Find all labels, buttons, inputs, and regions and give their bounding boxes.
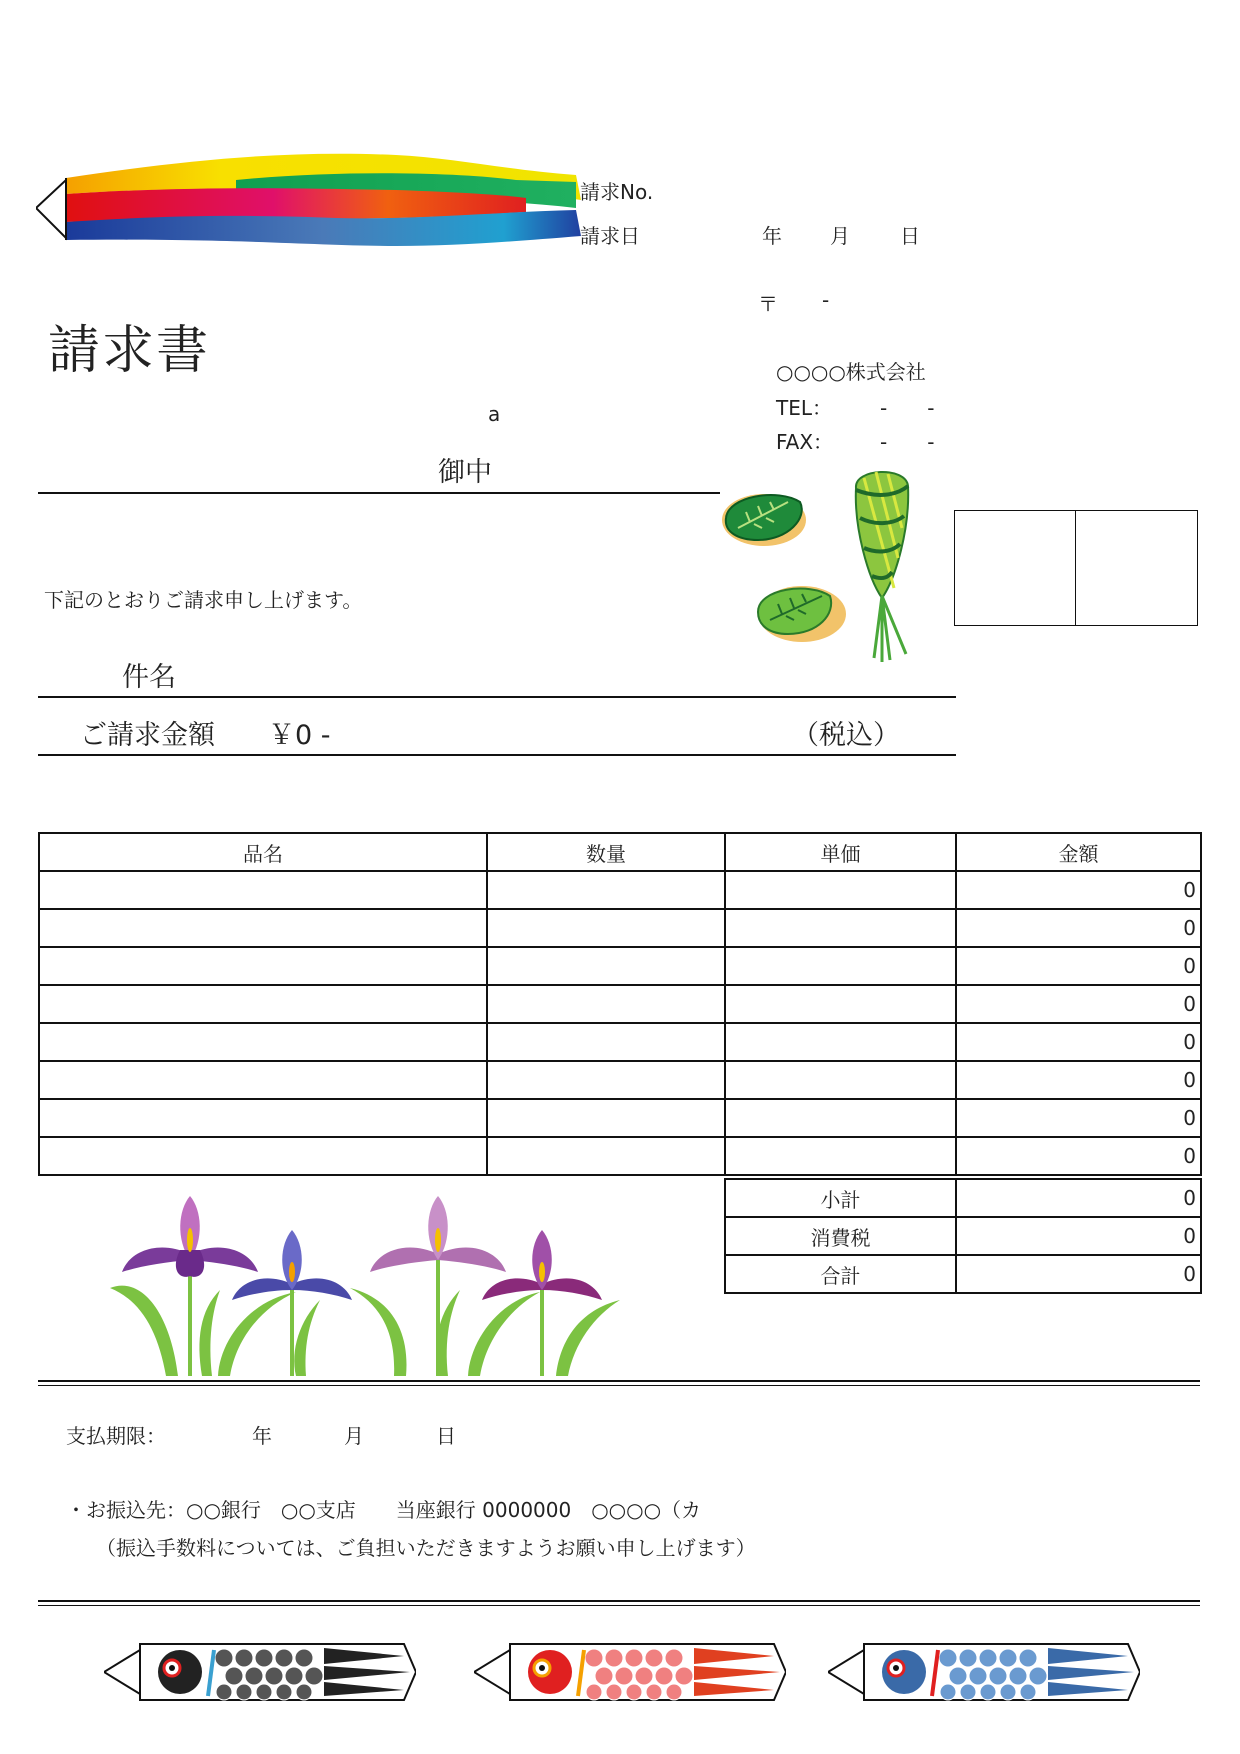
cell-unit-price[interactable]	[725, 947, 956, 985]
cell-unit-price[interactable]	[725, 909, 956, 947]
cell-unit-price[interactable]	[725, 1137, 956, 1175]
table-row	[39, 1061, 1201, 1099]
invoice-date-year: 年	[762, 224, 782, 248]
invoice-no-label: 請求No.	[580, 180, 654, 204]
sender-fax-value: - -	[880, 430, 935, 454]
chimaki-icon	[846, 468, 918, 668]
tax-row	[725, 1217, 1201, 1255]
sender-tel-label: TEL：	[776, 396, 832, 420]
divider-bottom-thin	[38, 1605, 1200, 1606]
stamp-box-2	[1075, 510, 1198, 626]
cell-item-name[interactable]	[39, 909, 487, 947]
iris-1	[122, 1196, 258, 1277]
cell-amount: 0	[956, 1099, 1201, 1137]
cell-unit-price[interactable]	[725, 1061, 956, 1099]
cell-item-name[interactable]	[39, 1061, 487, 1099]
table-row	[39, 1137, 1201, 1175]
cell-quantity[interactable]	[487, 1099, 725, 1137]
subtotal-row	[725, 1179, 1201, 1217]
table-row	[39, 909, 1201, 947]
cell-quantity[interactable]	[487, 1023, 725, 1061]
subject-label: 件名	[122, 662, 176, 693]
cell-amount: 0	[956, 909, 1201, 947]
divider-bottom	[38, 1600, 1200, 1602]
fee-note: （振込手数料については、ご負担いただきますようお願い申し上げます）	[96, 1536, 756, 1560]
cell-item-name[interactable]	[39, 985, 487, 1023]
cell-unit-price[interactable]	[725, 985, 956, 1023]
windsock-streamer-icon	[36, 150, 586, 260]
header-unit-price: 単価	[725, 833, 956, 871]
koinobori-red-icon	[474, 1636, 786, 1716]
amount-label: ご請求金額	[80, 720, 215, 751]
cell-quantity[interactable]	[487, 947, 725, 985]
cell-amount: 0	[956, 985, 1201, 1023]
cell-amount: 0	[956, 947, 1201, 985]
sender-company: ○○○○株式会社	[776, 360, 926, 384]
table-row	[39, 947, 1201, 985]
koinobori-blue-icon	[828, 1636, 1140, 1716]
tax-included-note: （税込）	[792, 720, 900, 751]
iris-flowers-icon	[100, 1180, 640, 1376]
tax-value: 0	[956, 1217, 1201, 1255]
cell-amount: 0	[956, 1137, 1201, 1175]
cell-item-name[interactable]	[39, 871, 487, 909]
koinobori-black-icon	[104, 1636, 416, 1716]
total-label: 合計	[725, 1255, 956, 1293]
cell-amount: 0	[956, 1061, 1201, 1099]
header-amount: 金額	[956, 833, 1201, 871]
invoice-date-month: 月	[830, 224, 850, 248]
sender-tel-value: - -	[880, 396, 935, 420]
table-row	[39, 1099, 1201, 1137]
due-month: 月	[344, 1424, 364, 1448]
postal-mark: 〒	[758, 292, 778, 316]
page-title: 請求書	[48, 321, 211, 381]
due-day: 日	[436, 1424, 456, 1448]
divider-top	[38, 1380, 1200, 1382]
header-item-name: 品名	[39, 833, 487, 871]
divider-top-thin	[38, 1385, 1200, 1386]
amount-value: ￥0 -	[268, 720, 331, 751]
table-row	[39, 871, 1201, 909]
cell-amount: 0	[956, 871, 1201, 909]
cell-unit-price[interactable]	[725, 1023, 956, 1061]
kashiwa-mochi-icon	[718, 488, 858, 648]
total-row	[725, 1255, 1201, 1293]
cell-item-name[interactable]	[39, 947, 487, 985]
intro-text: 下記のとおりご請求申し上げます。	[44, 588, 363, 612]
cell-quantity[interactable]	[487, 1137, 725, 1175]
recipient-name: a	[488, 402, 501, 426]
amount-underline	[38, 754, 956, 756]
due-label: 支払期限：	[66, 1424, 166, 1448]
recipient-honorific: 御中	[438, 457, 492, 488]
sender-fax-label: FAX：	[776, 430, 834, 454]
cell-item-name[interactable]	[39, 1023, 487, 1061]
table-row	[39, 985, 1201, 1023]
summary-table	[724, 1178, 1202, 1294]
tax-label: 消費税	[725, 1217, 956, 1255]
total-value: 0	[956, 1255, 1201, 1293]
cell-quantity[interactable]	[487, 1061, 725, 1099]
cell-unit-price[interactable]	[725, 1099, 956, 1137]
subtotal-label: 小計	[725, 1179, 956, 1217]
cell-quantity[interactable]	[487, 909, 725, 947]
bank-info: ・お振込先：○○銀行 ○○支店 当座銀行 0000000 ○○○○（カ	[66, 1498, 702, 1522]
recipient-underline	[38, 492, 720, 494]
cell-unit-price[interactable]	[725, 871, 956, 909]
cell-quantity[interactable]	[487, 985, 725, 1023]
header-quantity: 数量	[487, 833, 725, 871]
stamp-box-1	[954, 510, 1076, 626]
invoice-date-day: 日	[900, 224, 920, 248]
subtotal-value: 0	[956, 1179, 1201, 1217]
cell-item-name[interactable]	[39, 1137, 487, 1175]
cell-amount: 0	[956, 1023, 1201, 1061]
invoice-date-label: 請求日	[580, 224, 640, 248]
postal-dash: -	[822, 288, 830, 312]
table-header-row	[39, 833, 1201, 871]
items-table	[38, 832, 1202, 1176]
cell-quantity[interactable]	[487, 871, 725, 909]
cell-item-name[interactable]	[39, 1099, 487, 1137]
subject-underline	[38, 696, 956, 698]
due-year: 年	[252, 1424, 272, 1448]
table-row	[39, 1023, 1201, 1061]
